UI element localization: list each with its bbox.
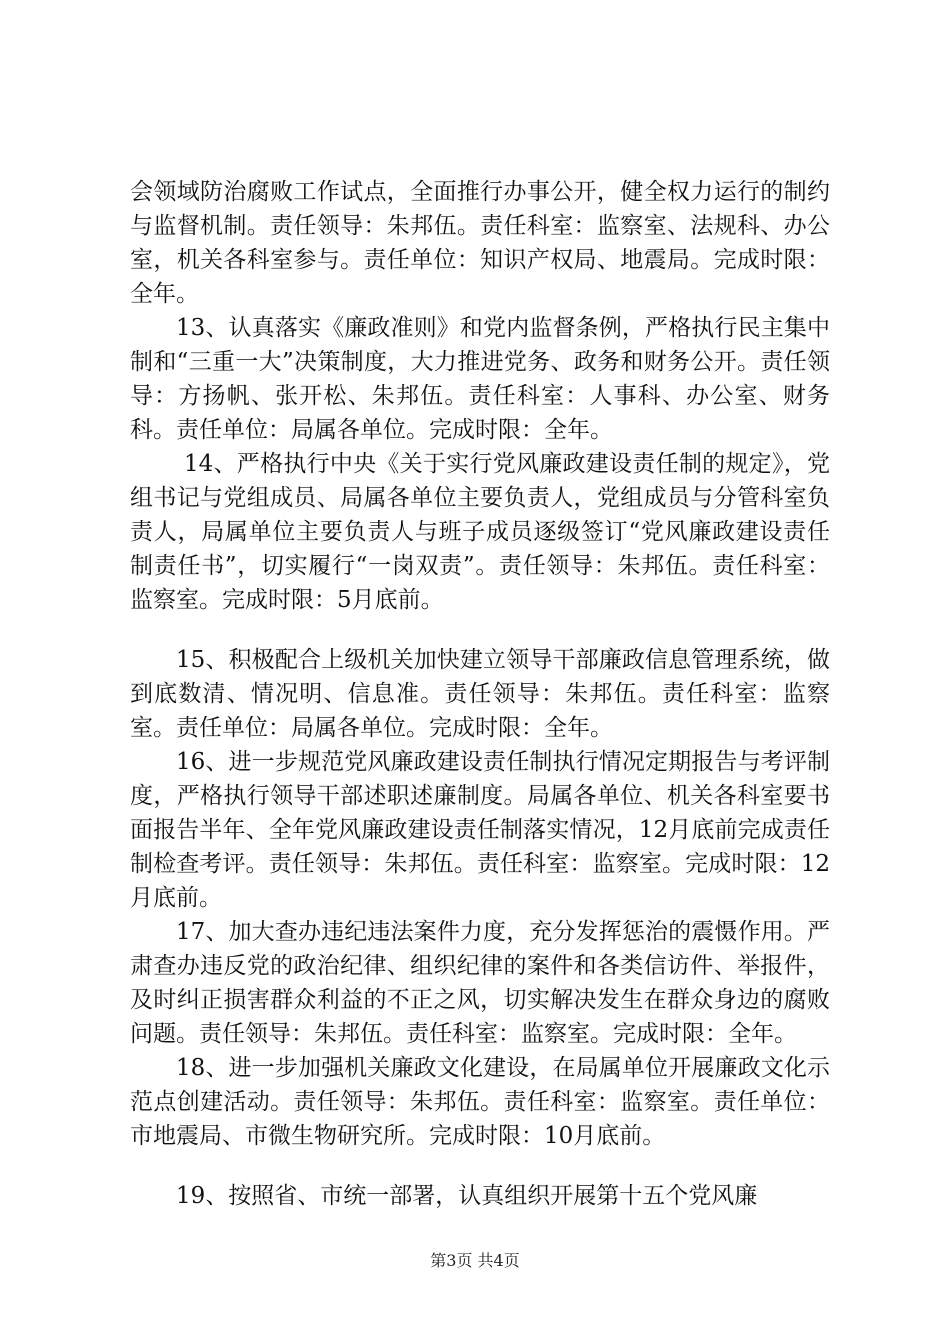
- page-number-footer: 第3页 共4页: [430, 1251, 520, 1270]
- paragraph-item-15: 15、积极配合上级机关加快建立领导干部廉政信息管理系统，做到底数清、情况明、信息准。责任领导：朱邦伍。责任科室：监察室。责任单位：局属各单位。完成时限：全年。: [130, 647, 830, 741]
- paragraph-continued: 会领域防治腐败工作试点，全面推行办事公开，健全权力运行的制约与监督机制。责任领导：朱邦伍。责任科室：监察室、法规科、办公室，机关各科室参与。责任单位：知识产权局、地震局。完成时限：全年。: [130, 179, 830, 307]
- paragraph-item-17: 17、加大查办违纪违法案件力度，充分发挥惩治的震慑作用。严肃查办违反党的政治纪律、组织纪律的案件和各类信访件、举报件，及时纠正损害群众利益的不正之风，切实解决发生在群众身边的腐败问题。责任领导：朱邦伍。责任科室：监察室。完成时限：全年。: [130, 919, 830, 1047]
- document-body: [130, 175, 830, 1213]
- paragraph-item-18: 18、进一步加强机关廉政文化建设，在局属单位开展廉政文化示范点创建活动。责任领导：朱邦伍。责任科室：监察室。责任单位：市地震局、市微生物研究所。完成时限：10月底前。: [130, 1055, 830, 1149]
- paragraph-item-16: 16、进一步规范党风廉政建设责任制执行情况定期报告与考评制度，严格执行领导干部述职述廉制度。局属各单位、机关各科室要书面报告半年、全年党风廉政建设责任制落实情况，12月底前完成责任制检查考评。责任领导：朱邦伍。责任科室：监察室。完成时限：12月底前。: [130, 749, 830, 911]
- paragraph-item-14: 14、严格执行中央《关于实行党风廉政建设责任制的规定》，党组书记与党组成员、局属各单位主要负责人，党组成员与分管科室负责人，局属单位主要负责人与班子成员逐级签订“党风廉政建设责任制责任书”，切实履行“一岗双责”。责任领导：朱邦伍。责任科室：监察室。完成时限：5月底前。: [130, 451, 830, 613]
- paragraph-item-19: 19、按照省、市统一部署，认真组织开展第十五个党风廉: [176, 1183, 758, 1209]
- paragraph-item-13: 13、认真落实《廉政准则》和党内监督条例，严格执行民主集中制和“三重一大”决策制度，大力推进党务、政务和财务公开。责任领导：方扬帆、张开松、朱邦伍。责任科室：人事科、办公室、财务科。责任单位：局属各单位。完成时限：全年。: [130, 315, 830, 443]
